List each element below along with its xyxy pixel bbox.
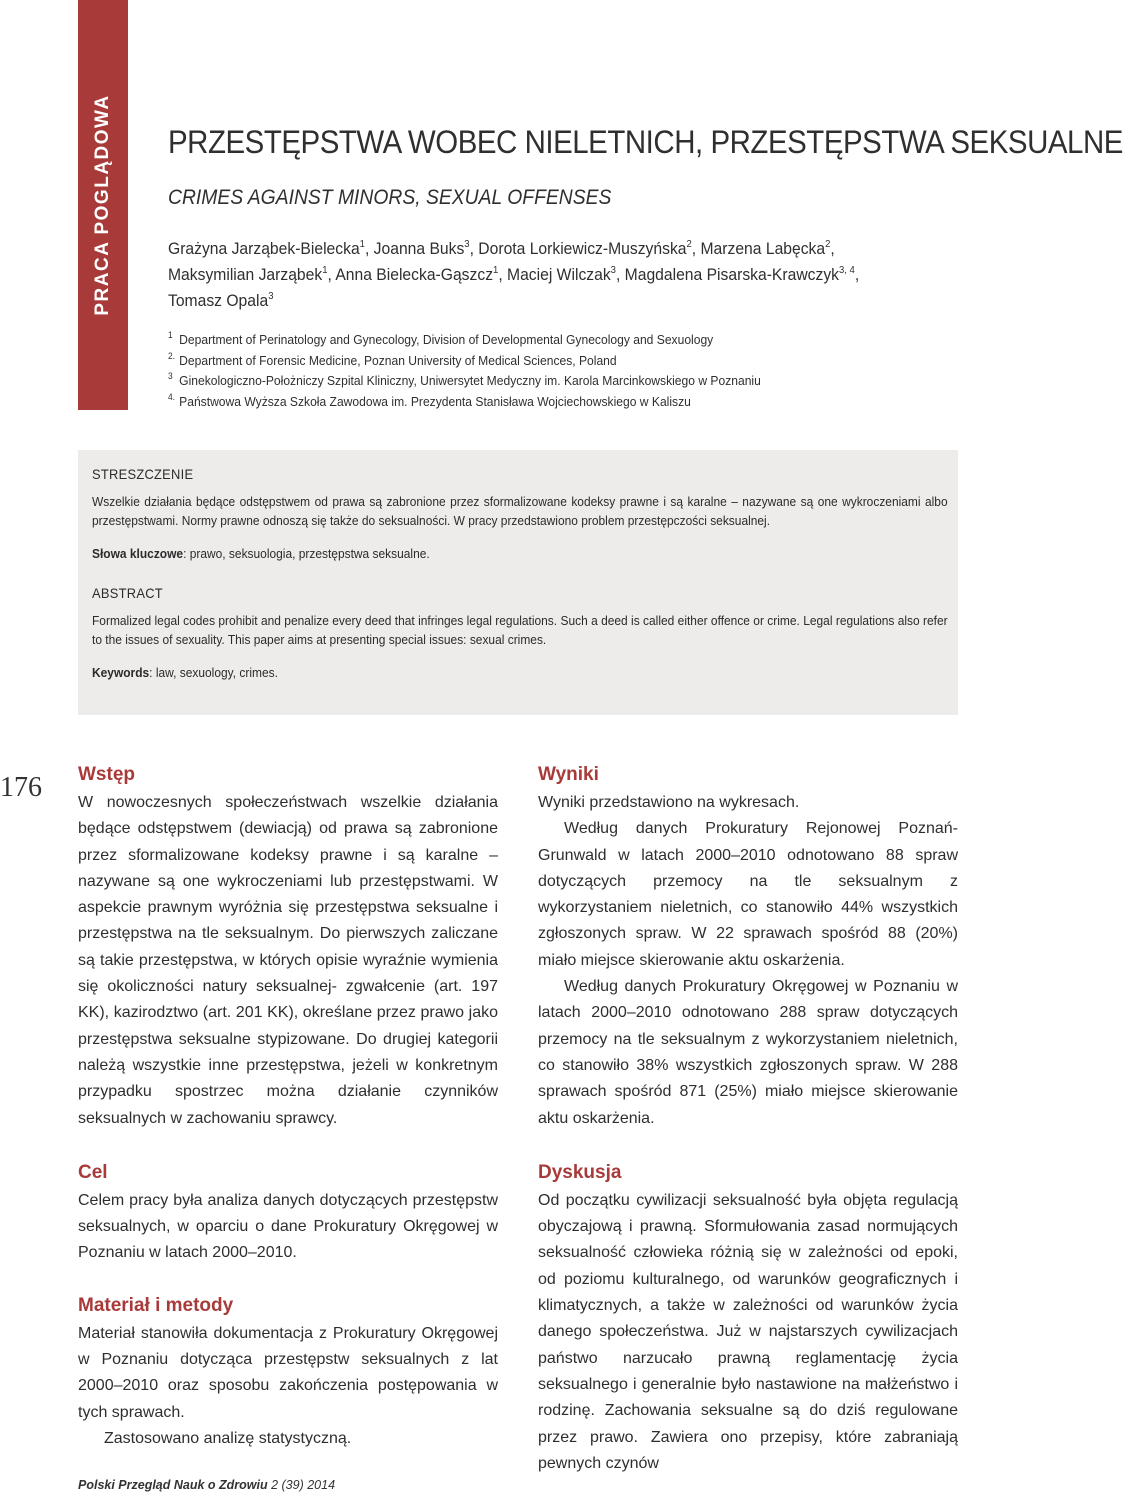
author-affiliation-number: 1 [322, 265, 328, 276]
author-affiliation-number: 1 [359, 239, 365, 250]
author-name: Marzena Labęcka [700, 240, 826, 258]
keywords-label-pl: Słowa kluczowe [92, 546, 184, 561]
author-line-2 [168, 262, 919, 288]
affiliation-item [168, 351, 903, 372]
affiliation-number: 2. [168, 350, 175, 361]
affiliation-item [168, 330, 903, 351]
page-subtitle: CRIMES AGAINST MINORS, SEXUAL OFFENSES [168, 186, 612, 209]
abstract-box [78, 450, 958, 715]
affiliation-text: Państwowa Wyższa Szkoła Zawodowa im. Prezydenta Stanisława Wojciechowskiego w Kaliszu [179, 393, 691, 409]
abstract-text: Formalized legal codes prohibit and penalize every deed that infringes legal regulations. Such a deed is called either offence or crime. Legal regulations also refer to the issues of sexuality. This paper aims at presenting special issues: sexual crimes. [92, 613, 948, 647]
author-name: Tomasz Opala [168, 292, 269, 310]
author-name: Joanna Buks [373, 240, 465, 258]
author-line-1 [168, 236, 919, 262]
affiliation-item [168, 371, 903, 392]
section-text-wstep: W nowoczesnych społeczeństwach wszelkie działania będące odstępstwem (dewiacją) od prawa są zabronione przez sformalizowane kodeksy prawne i są karalne – nazywane są one wykroczeniami lub przestępstwami. W aspekcie prawnym wyróżnia się przestępstwa seksualne i przestępstwa na tle seksualnym. Do pierwszych zaliczane są takie przestępstwa, w których opisie wyraźnie wymienia się okoliczności natury seksualnej- zgwałcenie (art. 197 KK), kazirodztwo (art. 201 KK), określane przez prawo jako przestępstwa seksualne stypizowane. Do drugiej kategorii należą wszystkie inne przestępstwa, jeżeli w konkretnym przypadku spostrzec można działanie czynników seksualnych w zachowaniu sprawcy. [78, 794, 498, 1127]
section-text-cel: Celem pracy była analiza danych dotyczących przestępstw seksualnych, w oparciu o dane Prokuratury Okręgowej w Poznaniu w latach 2000–2010. [78, 1191, 498, 1262]
author-separator: , [691, 240, 701, 258]
page-title: PRZESTĘPSTWA WOBEC NIELETNICH, PRZESTĘPSTWA SEKSUALNE [168, 124, 1123, 160]
affiliation-text: Department of Forensic Medicine, Poznan University of Medical Sciences, Poland [179, 352, 617, 368]
author-separator: , [469, 240, 479, 258]
author-affiliation-number: 2 [686, 239, 692, 250]
abstract-heading: ABSTRACT [92, 585, 163, 601]
affiliation-item [168, 392, 903, 413]
author-separator: , [830, 240, 835, 258]
article-type-label: PRACA POGLĄDOWA [92, 94, 113, 316]
author-affiliation-number: 1 [493, 265, 499, 276]
section-text-material: Materiał stanowiła dokumentacja z Prokuratury Okręgowej w Poznaniu dotycząca przestępstw seksualnych z lat 2000–2010 oraz sposobu zakończenia postępowania w tych sprawach. [78, 1324, 498, 1421]
affiliation-text: Department of Perinatology and Gynecology, Division of Developmental Gynecology and Sexuology [179, 332, 714, 347]
page-number: 176 [0, 772, 42, 803]
abstract-content [92, 466, 948, 704]
author-name: Anna Bielecka-Gąszcz [335, 266, 494, 284]
section-text-wyniki-3: Według danych Prokuratury Okręgowej w Poznaniu w latach 2000–2010 odnotowano 288 spraw dotyczących przemocy na tle seksualnym z wykorzystaniem nieletnich, co stanowiło 38% wszystkich zgłoszonych spraw. W 288 sprawach spośród 871 (25%) miało miejsce skierowanie aktu oskarżenia. [538, 978, 958, 1127]
author-name: Dorota Lorkiewicz-Muszyńska [478, 240, 687, 258]
section-text-material-2: Zastosowano analizę statystyczną. [104, 1429, 352, 1447]
author-separator: , [327, 266, 336, 284]
sidebar-banner [78, 0, 128, 410]
keywords-pl: : prawo, seksuologia, przestępstwa seksualne. [183, 546, 430, 561]
section-text-dyskusja: Od początku cywilizacji seksualność była objęta regulacją obyczajową i prawną. Sformułowania zasad normujących seksualność człowieka różnią się w zależności od epoki, od poziomu kulturalnego, od warunków geograficznych i klimatycznych, a także w zależności od warunków życia danego społeczeństwa. Już w najstarszych cywilizacjach państwo narzucało prawną reglamentację życia seksualnego i generalnie było nastawione na małżeństwo i rodzinę. Zachowania seksualne są do dziś regulowane przez prawo. Zawiera ono przepisy, które zabraniają pewnych czynów [538, 1191, 958, 1472]
journal-footer [78, 1478, 335, 1492]
section-text-wyniki-1: Wyniki przedstawiono na wykresach. [538, 794, 800, 811]
streszczenie-text: Wszelkie działania będące odstępstwem od prawa są zabronione przez sformalizowane kodeksy prawne i są karalne – nazywane są one wykroczeniami albo przestępstwami. Normy prawne odnoszą się także do seksualności. W pracy przedstawiono problem przestępczości seksualnej. [92, 494, 948, 528]
keywords-en: : law, sexuology, crimes. [149, 665, 278, 680]
author-separator: , [498, 266, 508, 284]
author-name: Maksymilian Jarząbek [168, 266, 323, 284]
affiliation-number: 4. [168, 391, 175, 402]
author-affiliation-number: 3 [464, 239, 470, 250]
section-heading-dyskusja: Dyskusja [538, 1161, 622, 1183]
journal-issue: 2 (39) 2014 [267, 1478, 336, 1492]
affiliation-number: 1 [168, 330, 173, 340]
keywords-label-en: Keywords [92, 665, 150, 680]
author-affiliation-number: 3, 4 [838, 265, 855, 276]
author-name: Magdalena Pisarska-Krawczyk [624, 266, 839, 284]
journal-name: Polski Przegląd Nauk o Zdrowiu [78, 1478, 268, 1492]
section-heading-material: Materiał i metody [78, 1294, 234, 1316]
author-name: Maciej Wilczak [507, 266, 611, 284]
streszczenie-heading: STRESZCZENIE [92, 466, 194, 482]
section-heading-wyniki: Wyniki [538, 764, 599, 785]
affiliation-list [168, 330, 903, 412]
author-name: Grażyna Jarząbek-Bielecka [168, 240, 360, 258]
affiliation-number: 3 [168, 371, 173, 381]
author-separator: , [364, 240, 374, 258]
right-column [538, 762, 958, 1477]
author-affiliation-number: 2 [825, 239, 831, 250]
author-affiliation-number: 3 [610, 265, 616, 276]
section-text-wyniki-2: Według danych Prokuratury Rejonowej Poznań-Grunwald w latach 2000–2010 odnotowano 88 spraw dotyczących przemocy na tle seksualnym z wykorzystaniem nieletnich, co stanowiło 44% wszystkich zgłoszonych spraw. W 22 sprawach spośród 88 (20%) miało miejsce skierowanie aktu oskarżenia. [538, 820, 958, 969]
author-list [168, 236, 919, 314]
author-affiliation-number: 3 [268, 291, 274, 302]
author-separator: , [615, 266, 625, 284]
author-line-3 [168, 288, 919, 314]
left-column [78, 762, 498, 1452]
section-heading-wstep: Wstęp [78, 764, 135, 785]
abstract-keywords [92, 663, 948, 682]
author-separator: , [854, 266, 860, 284]
affiliation-text: Ginekologiczno-Położniczy Szpital Kliniczny, Uniwersytet Medyczny im. Karola Marcinkowskiego w Poznaniu [179, 373, 761, 388]
streszczenie-keywords [92, 544, 948, 563]
section-heading-cel: Cel [78, 1161, 108, 1183]
